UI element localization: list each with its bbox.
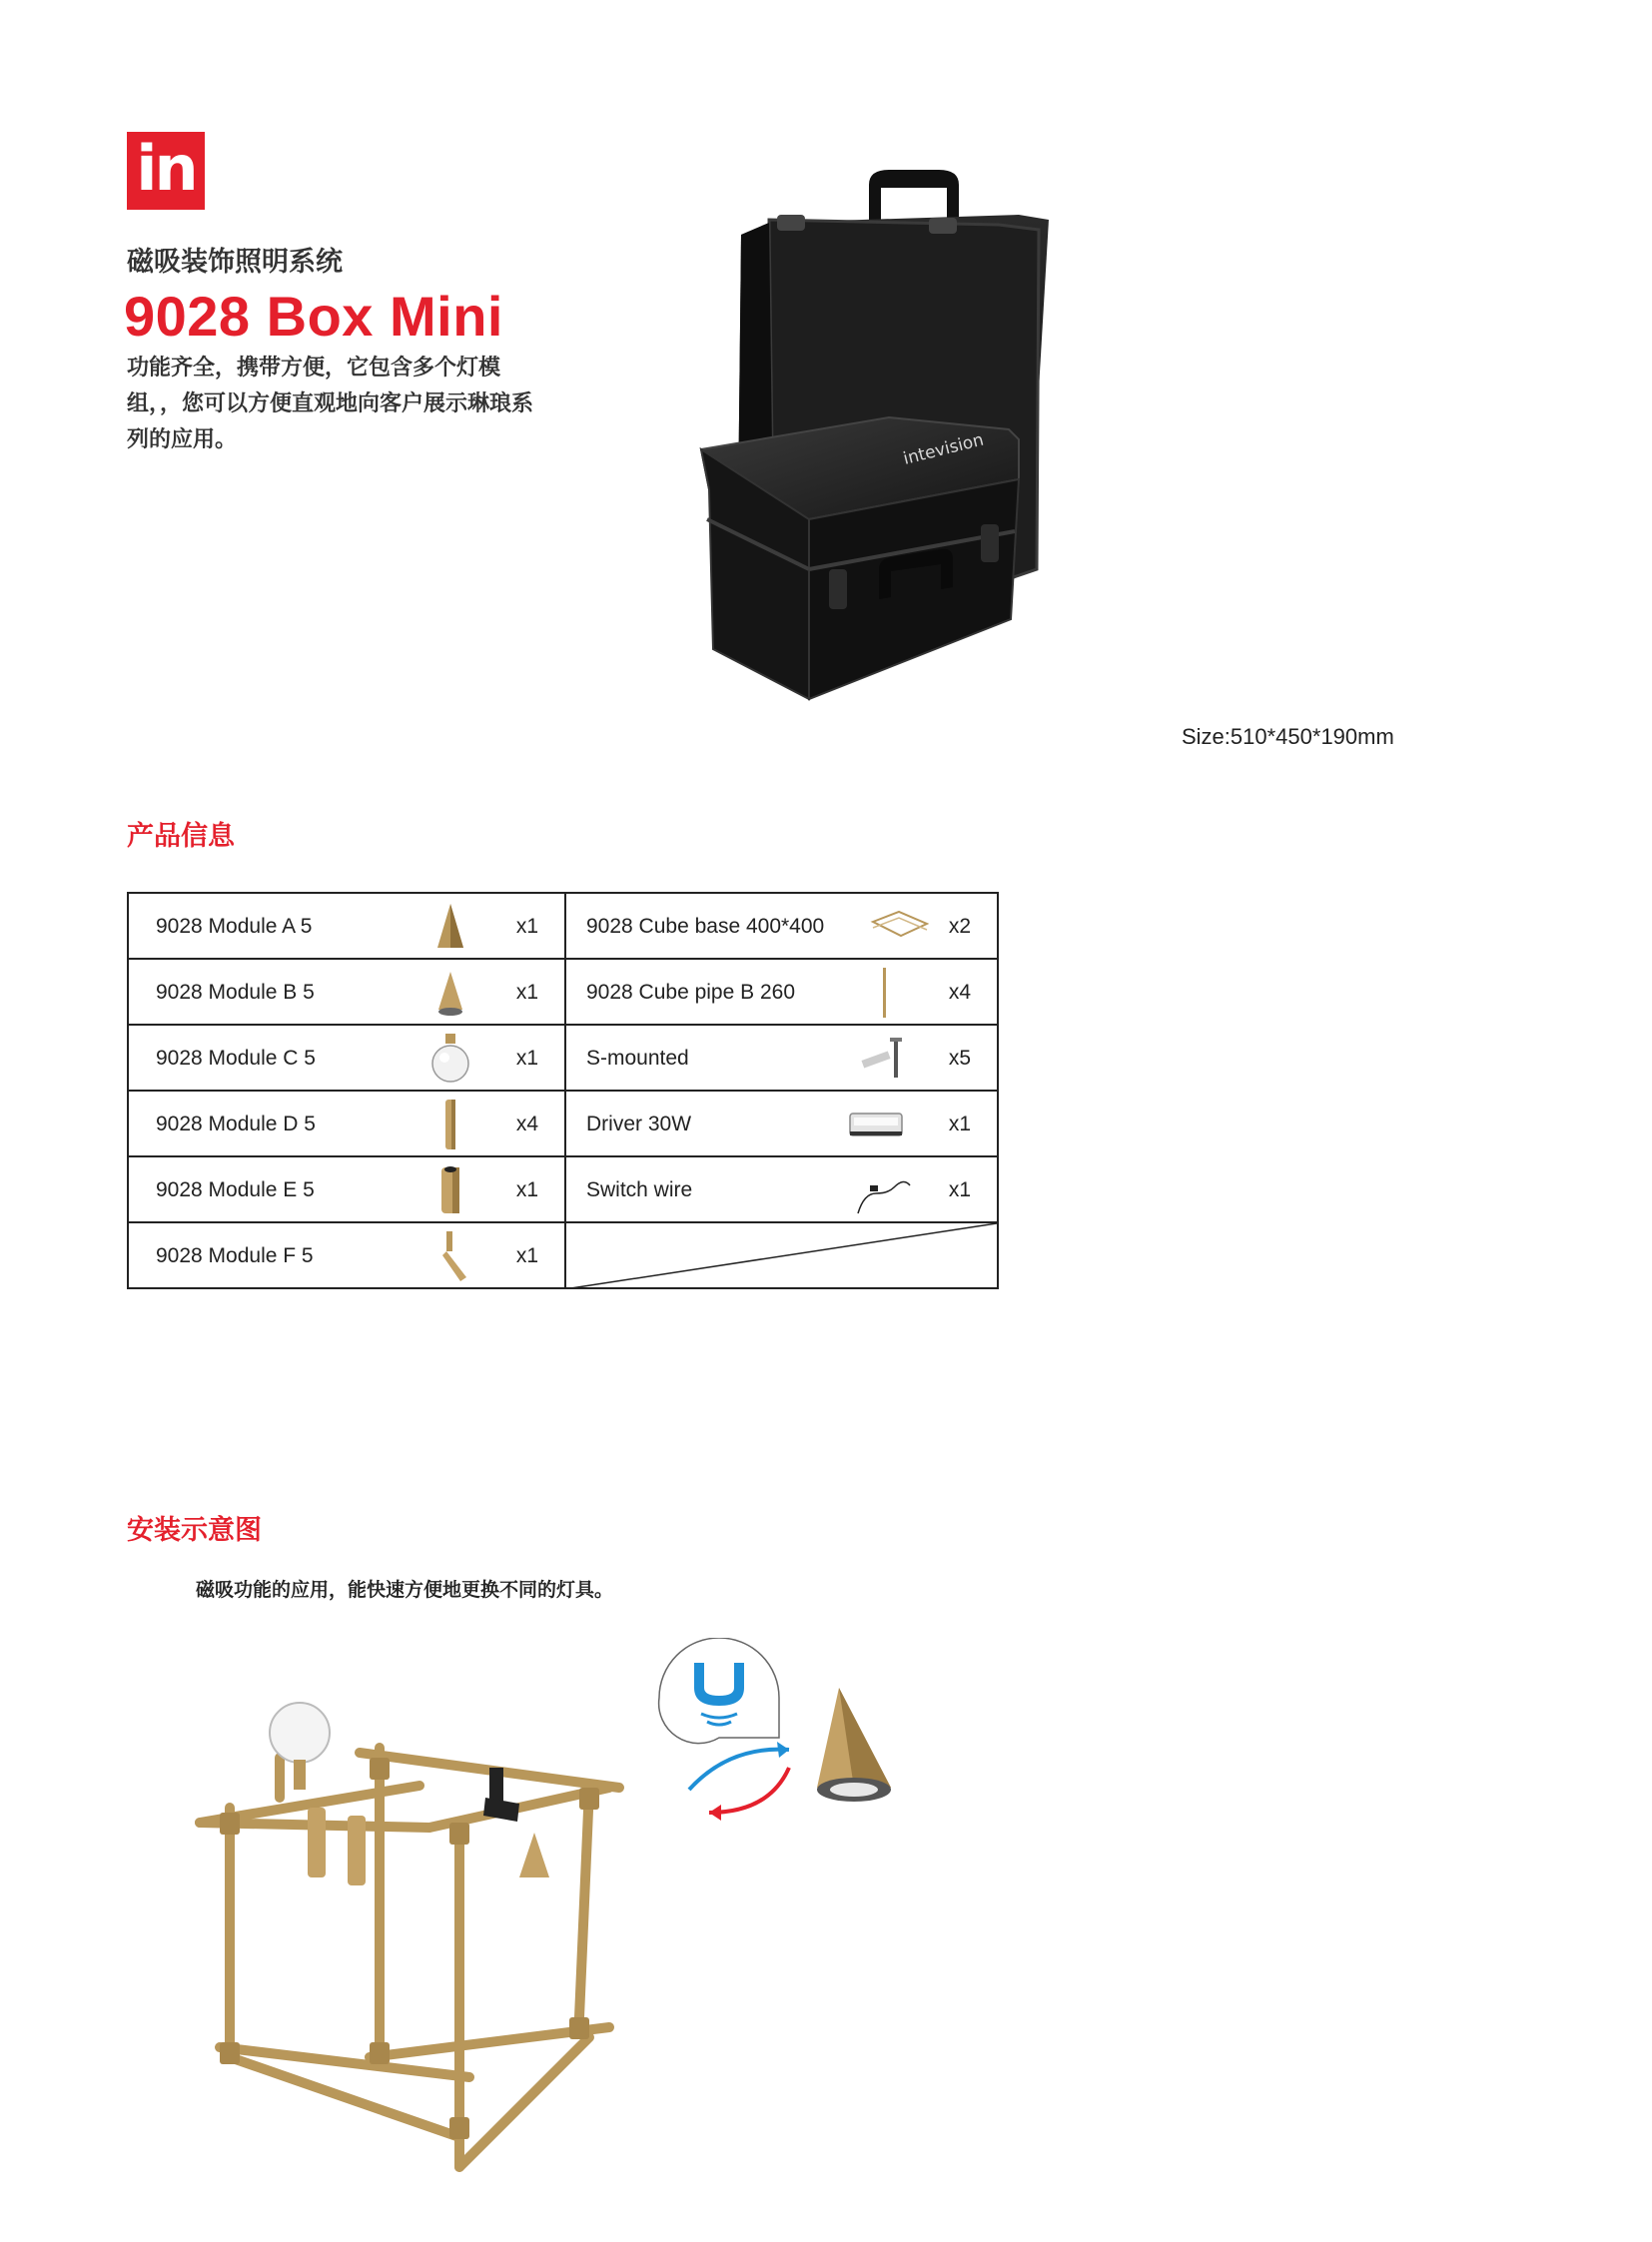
cone-module-icon	[420, 966, 480, 1020]
product-subtitle: 磁吸装饰照明系统	[127, 247, 343, 277]
pipe-icon	[874, 966, 934, 1020]
table-row	[129, 1092, 564, 1157]
product-table	[127, 892, 999, 1289]
brand-logo	[127, 132, 205, 210]
product-title: 9028 Box Mini	[124, 285, 503, 348]
table-row	[129, 894, 564, 960]
arrowhead-red-icon	[709, 1805, 721, 1821]
brass-cube-frame	[200, 1748, 619, 2167]
cylinder-module-icon	[420, 1098, 480, 1151]
table-row	[129, 1026, 564, 1092]
item-qty: x4	[515, 1113, 538, 1135]
item-qty: x1	[948, 1178, 971, 1201]
mounted-cone	[519, 1833, 549, 1877]
table-row	[129, 1157, 564, 1223]
screw-mount-icon	[854, 1032, 914, 1086]
item-name: 9028 Module B 5	[156, 981, 315, 1004]
mounted-cylinders	[308, 1808, 366, 1885]
item-name: 9028 Module A 5	[156, 915, 313, 938]
switch-wire-icon	[844, 1163, 924, 1217]
table-row	[564, 960, 997, 1026]
spotlight-module-icon	[420, 1229, 480, 1283]
arrowhead-blue-icon	[777, 1742, 789, 1758]
item-name: Driver 30W	[586, 1113, 692, 1135]
table-left-column	[129, 894, 566, 1287]
item-name: S-mounted	[586, 1047, 689, 1070]
size-label: Size:510*450*190mm	[1182, 724, 1394, 749]
item-name: Switch wire	[586, 1178, 693, 1201]
section-title-product-info: 产品信息	[127, 821, 235, 851]
empty-cell-diagonal	[564, 1223, 997, 1289]
item-qty: x1	[515, 1047, 538, 1070]
item-qty: x1	[515, 981, 538, 1004]
install-note: 磁吸功能的应用，能快速方便地更换不同的灯具。	[196, 1580, 614, 1601]
logo-text: in	[136, 132, 196, 205]
table-row	[129, 1223, 564, 1289]
table-row	[564, 1157, 997, 1223]
magnet-badge	[659, 1638, 779, 1744]
table-right-column	[564, 894, 997, 1287]
table-row	[564, 894, 997, 960]
case-brand-label-small: intevision	[901, 429, 986, 469]
section-title-install: 安装示意图	[127, 1515, 262, 1545]
item-qty: x1	[515, 915, 538, 938]
item-name: 9028 Module C 5	[156, 1047, 316, 1070]
install-diagram	[190, 1638, 949, 2177]
cone-module-icon	[420, 900, 480, 954]
wide-cylinder-icon	[420, 1163, 480, 1217]
item-qty: x1	[515, 1244, 538, 1267]
item-qty: x1	[948, 1113, 971, 1135]
item-name: 9028 Module F 5	[156, 1244, 314, 1267]
item-name: 9028 Cube pipe B 260	[586, 981, 796, 1004]
case-product-image	[689, 160, 1488, 729]
globe-bulb-icon	[420, 1032, 480, 1086]
table-row	[564, 1092, 997, 1157]
table-row	[564, 1026, 997, 1092]
swap-arrow-blue	[689, 1750, 789, 1790]
item-name: 9028 Cube base 400*400	[586, 915, 825, 938]
item-qty: x5	[948, 1047, 971, 1070]
item-qty: x4	[948, 981, 971, 1004]
item-qty: x2	[948, 915, 971, 938]
item-name: 9028 Module E 5	[156, 1178, 315, 1201]
item-qty: x1	[515, 1178, 538, 1201]
detached-cone-module	[817, 1688, 891, 1802]
lying-case	[701, 417, 1019, 699]
product-description: 功能齐全，携带方便，它包含多个灯模组，，您可以方便直观地向客户展示琳琅系列的应用。	[127, 355, 534, 451]
item-name: 9028 Module D 5	[156, 1113, 316, 1135]
table-row	[129, 960, 564, 1026]
driver-box-icon	[826, 1098, 926, 1151]
cube-base-icon	[869, 900, 929, 954]
